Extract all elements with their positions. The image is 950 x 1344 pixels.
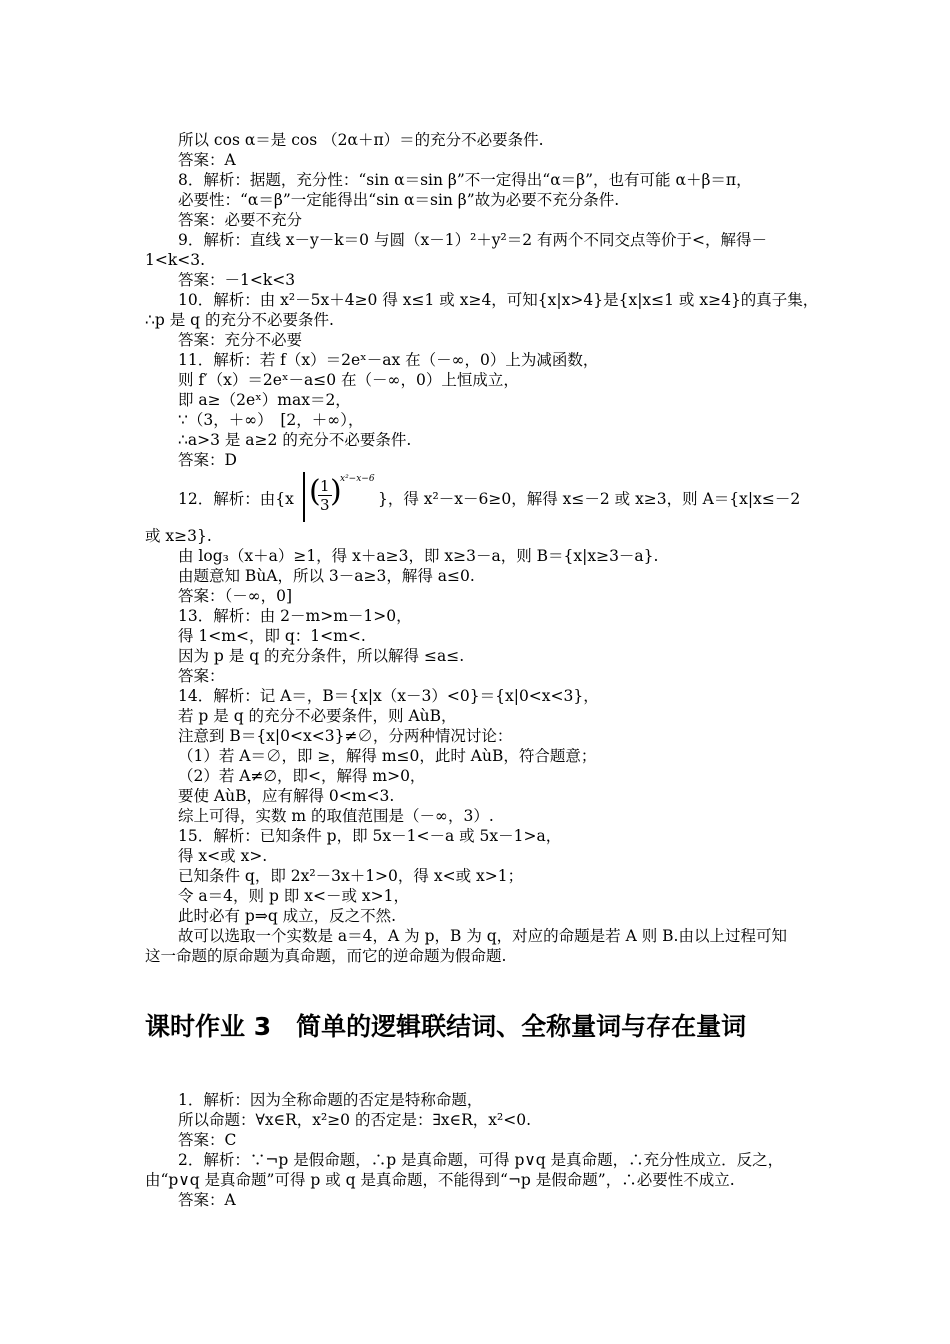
text-line: ∵（3，＋∞） [2，＋∞）， <box>178 411 364 429</box>
text-line: ∴a>3 是 a≥2 的充分不必要条件. <box>178 431 412 449</box>
text-line: 这一命题的原命题为真命题，而它的逆命题为假命题. <box>145 947 507 965</box>
text-line: 由“p∨q 是真命题”可得 p 或 q 是真命题，不能得到“¬p 是假命题”，∴必要性不成立. <box>145 1171 735 1189</box>
text-line: 11．解析：若 f（x）＝2eˣ－ax 在（－∞，0）上为减函数， <box>178 351 599 369</box>
text-line: （2）若 A≠∅，即<，解得 m>0， <box>178 767 426 785</box>
text-line: （1）若 A＝∅，即 ≥，解得 m≤0，此时 AùB，符合题意； <box>178 747 597 765</box>
text-line: 1<k<3. <box>145 251 206 269</box>
text-line: 所以命题：∀x∈R，x²≥0 的否定是：∃x∈R，x²<0. <box>178 1111 531 1129</box>
text-line: 10．解析：由 x²－5x＋4≥0 得 x≤1 或 x≥4，可知{x|x>4}是{x|x≤1 或 x≥4}的真子集， <box>178 291 819 309</box>
text-line: 8．解析：据题，充分性：“sin α＝sin β”不一定得出“α＝β”，也有可能 α＋β＝π， <box>178 171 752 189</box>
q12-tail: }，得 x²－x－6≥0，解得 x≤－2 或 x≥3，则 A＝{x|x≤－2 <box>378 490 801 508</box>
text-line: 1．解析：因为全称命题的否定是特称命题， <box>178 1091 483 1109</box>
text-line: 注意到 B＝{x|0<x<3}≠∅，分两种情况讨论： <box>178 727 513 745</box>
text-line: ∴p 是 q 的充分不必要条件. <box>145 311 334 329</box>
text-line: 由 log₃（x＋a）≥1，得 x＋a≥3，即 x≥3－a，则 B＝{x|x≥3－a}. <box>178 547 659 565</box>
q12-fraction-denominator: 3 <box>320 496 330 514</box>
q12-vertical-bar <box>303 472 305 522</box>
text-line: 答案： <box>178 667 225 685</box>
text-line: 即 a≥（2eˣ）max＝2， <box>178 391 351 409</box>
q12-right-paren: ) <box>330 474 342 509</box>
text-line: 令 a＝4，则 p 即 x<－或 x>1， <box>178 887 409 905</box>
text-line: 答案：－1<k<3 <box>178 271 296 289</box>
text-line: 由题意知 BùA，所以 3－a≥3，解得 a≤0. <box>178 567 475 585</box>
text-line: 2．解析：∵¬p 是假命题，∴p 是真命题，可得 p∨q 是真命题，∴充分性成立．反之， <box>178 1151 784 1169</box>
text-line: 综上可得，实数 m 的取值范围是（－∞，3）. <box>178 807 494 825</box>
text-line: 得 1<m<，即 q：1<m<. <box>178 627 366 645</box>
q12-fraction-numerator: 1 <box>320 477 330 495</box>
text-line: 或 x≥3}. <box>145 527 212 545</box>
text-line: 要使 AùB，应有解得 0<m<3. <box>178 787 395 805</box>
text-line: 因为 p 是 q 的充分条件，所以解得 ≤a≤. <box>178 647 465 665</box>
text-line: 9．解析：直线 x－y－k＝0 与圆（x－1）²＋y²＝2 有两个不同交点等价于<，解得－ <box>178 231 768 249</box>
text-line: 13．解析：由 2－m>m－1>0， <box>178 607 412 625</box>
text-line: 则 f′（x）＝2eˣ－a≤0 在（－∞，0）上恒成立， <box>178 371 519 389</box>
text-line: 答案：充分不必要 <box>178 331 303 349</box>
text-line: 必要性：“α＝β”一定能得出“sin α＝sin β”故为必要不充分条件. <box>178 191 620 209</box>
text-line: 答案：A <box>178 151 236 169</box>
q12-exponent: x²−x−6 <box>340 474 375 484</box>
q12-left-paren: ( <box>309 474 321 509</box>
section-heading: 课时作业 3 简单的逻辑联结词、全称量词与存在量词 <box>145 1012 747 1041</box>
text-line: 答案：C <box>178 1131 237 1149</box>
text-line: 答案：必要不充分 <box>178 211 303 229</box>
text-line: 答案：D <box>178 451 237 469</box>
text-line: 故可以选取一个实数是 a＝4，A 为 p，B 为 q，对应的命题是若 A 则 B.由以上过程可知 <box>178 927 787 945</box>
text-line: 若 p 是 q 的充分不必要条件，则 AùB， <box>178 707 457 725</box>
text-line: 得 x<或 x>. <box>178 847 268 865</box>
text-line: 14．解析：记 A＝，B＝{x|x（x－3）<0}＝{x|0<x<3}， <box>178 687 599 705</box>
text-line: 答案：（－∞，0] <box>178 587 293 605</box>
text-line: 15．解析：已知条件 p，即 5x－1<－a 或 5x－1>a， <box>178 827 562 845</box>
text-line: 答案：A <box>178 1191 236 1209</box>
text-line: 所以 cos α＝是 cos （2α＋π）＝的充分不必要条件. <box>178 131 544 149</box>
q12-lead: 12．解析：由{x <box>178 490 294 508</box>
text-line: 此时必有 p⇒q 成立，反之不然. <box>178 907 397 925</box>
text-line: 已知条件 q，即 2x²－3x＋1>0，得 x<或 x>1； <box>178 867 524 885</box>
